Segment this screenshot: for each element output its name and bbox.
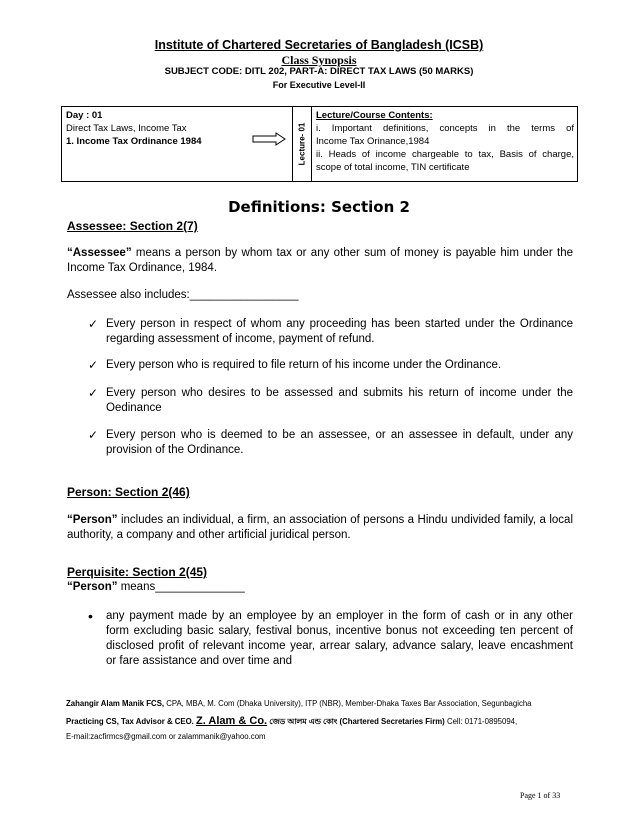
author-quals: CPA, MBA, M. Com (Dhaka University), ITP (NBR), Member-Dhaka Taxes Bar Association, Segunbagicha [164,699,532,708]
footer-email: E-mail:zacfirmcs@gmail.com or zalammanik@yahoo.com [66,732,266,741]
check-icon: ✓ [88,358,99,372]
perquisite-bullet-line: or fare assistance and over time and [106,655,293,667]
assessee-bullet: Every person who is deemed to be an assessee, or an assessee in default, under any [106,429,573,441]
topic-label: Direct Tax Laws, Income Tax [66,123,187,134]
level-label: For Executive Level-II [272,80,366,90]
contents-line: scope of total income, TIN certificate [316,162,470,173]
check-icon: ✓ [88,317,99,331]
assessee-bullet: Every person who desires to be assessed and submits his return of income under the [106,387,573,399]
assessee-bullet: Every person who is required to file return of his income under the Ordinance. [106,359,502,371]
subject-code: SUBJECT CODE: DITL 202, PART-A: DIRECT TAX LAWS (50 MARKS) [164,66,474,77]
day-label: Day : 01 [66,110,103,121]
check-icon: ✓ [88,428,99,442]
firm-name: Z. Alam & Co. [196,715,268,727]
perquisite-means: means______________ [117,581,245,593]
assessee-heading: Assessee: Section 2(7) [67,219,198,233]
footer-firm [66,714,517,729]
perquisite-bullet-line: form excluding basic salary, festival bonus, incentive bonus not exceeding ten percent of [106,625,573,637]
person-heading: Person: Section 2(46) [67,485,190,499]
author-name: Zahangir Alam Manik FCS, [66,699,165,708]
institute-title: Institute of Chartered Secretaries of Bangladesh (ICSB) [154,38,484,52]
person-def-text: includes an individual, a firm, an association of persons a Hindu undivided family, a local [117,514,573,526]
person-term: “Person” [67,514,118,526]
synopsis-title: Class Synopsis [281,53,357,67]
cell-number: Cell: 0171-0895094, [446,717,518,726]
assessee-bullet: provision of the Ordinance. [106,444,244,456]
assessee-bullet: Every person in respect of whom any proceeding has been started under the Ordinance [106,318,573,330]
perquisite-bullet-line: disclosed profit of relevant income year, arrear salary, advance salary, leave encashment [106,640,573,652]
contents-line: i. Important definitions, concepts in the terms of [316,123,574,134]
contents-cell [316,109,574,174]
perquisite-heading: Perquisite: Section 2(45) [67,565,208,579]
assessee-bullet: regarding assessment of income, payment of refund. [106,333,375,345]
table-divider [311,107,312,181]
right-arrow-icon [252,132,286,146]
assessee-definition [67,246,573,261]
firm-name-bengali: জেড আলম এন্ড কোং [269,717,338,726]
assessee-term: “Assessee” [67,247,132,259]
assessee-includes: Assessee also includes:_________________ [67,289,299,301]
page-number: Page 1 of 33 [520,791,561,800]
contents-title: Lecture/Course Contents: [316,110,433,121]
bullet-dot-icon: • [88,608,93,624]
check-icon: ✓ [88,386,99,400]
footer-author [66,697,532,711]
practicing-label: Practicing CS, Tax Advisor & CEO. [66,717,194,726]
person-definition [67,513,573,528]
ordinance-label: 1. Income Tax Ordinance 1984 [66,136,202,147]
lecture-cell [293,107,311,181]
lecture-label: Lecture- 01 [297,122,307,166]
perquisite-bullet-line: any payment made by an employee by an employer in the form of cash or in any other [106,610,573,622]
assessee-def-text: means a person by whom tax or any other sum of money is payable him under the [131,247,573,259]
contents-line: Income Tax Orinance,1984 [316,136,430,147]
assessee-bullet: Oedinance [106,402,162,414]
contents-line: ii. Heads of income chargeable to tax, Basis of charge, [316,149,574,160]
assessee-definition-cont: Income Tax Ordinance, 1984. [67,262,218,274]
lecture-table [61,106,578,182]
perquisite-definition [67,580,573,595]
person-definition-cont: authority, a company and other artificial juridical person. [67,529,351,541]
day-cell [66,109,202,148]
definitions-title: Definitions: Section 2 [228,198,410,216]
firm-type: (Chartered Secretaries Firm) [339,717,445,726]
perquisite-term: “Person” [67,581,118,593]
